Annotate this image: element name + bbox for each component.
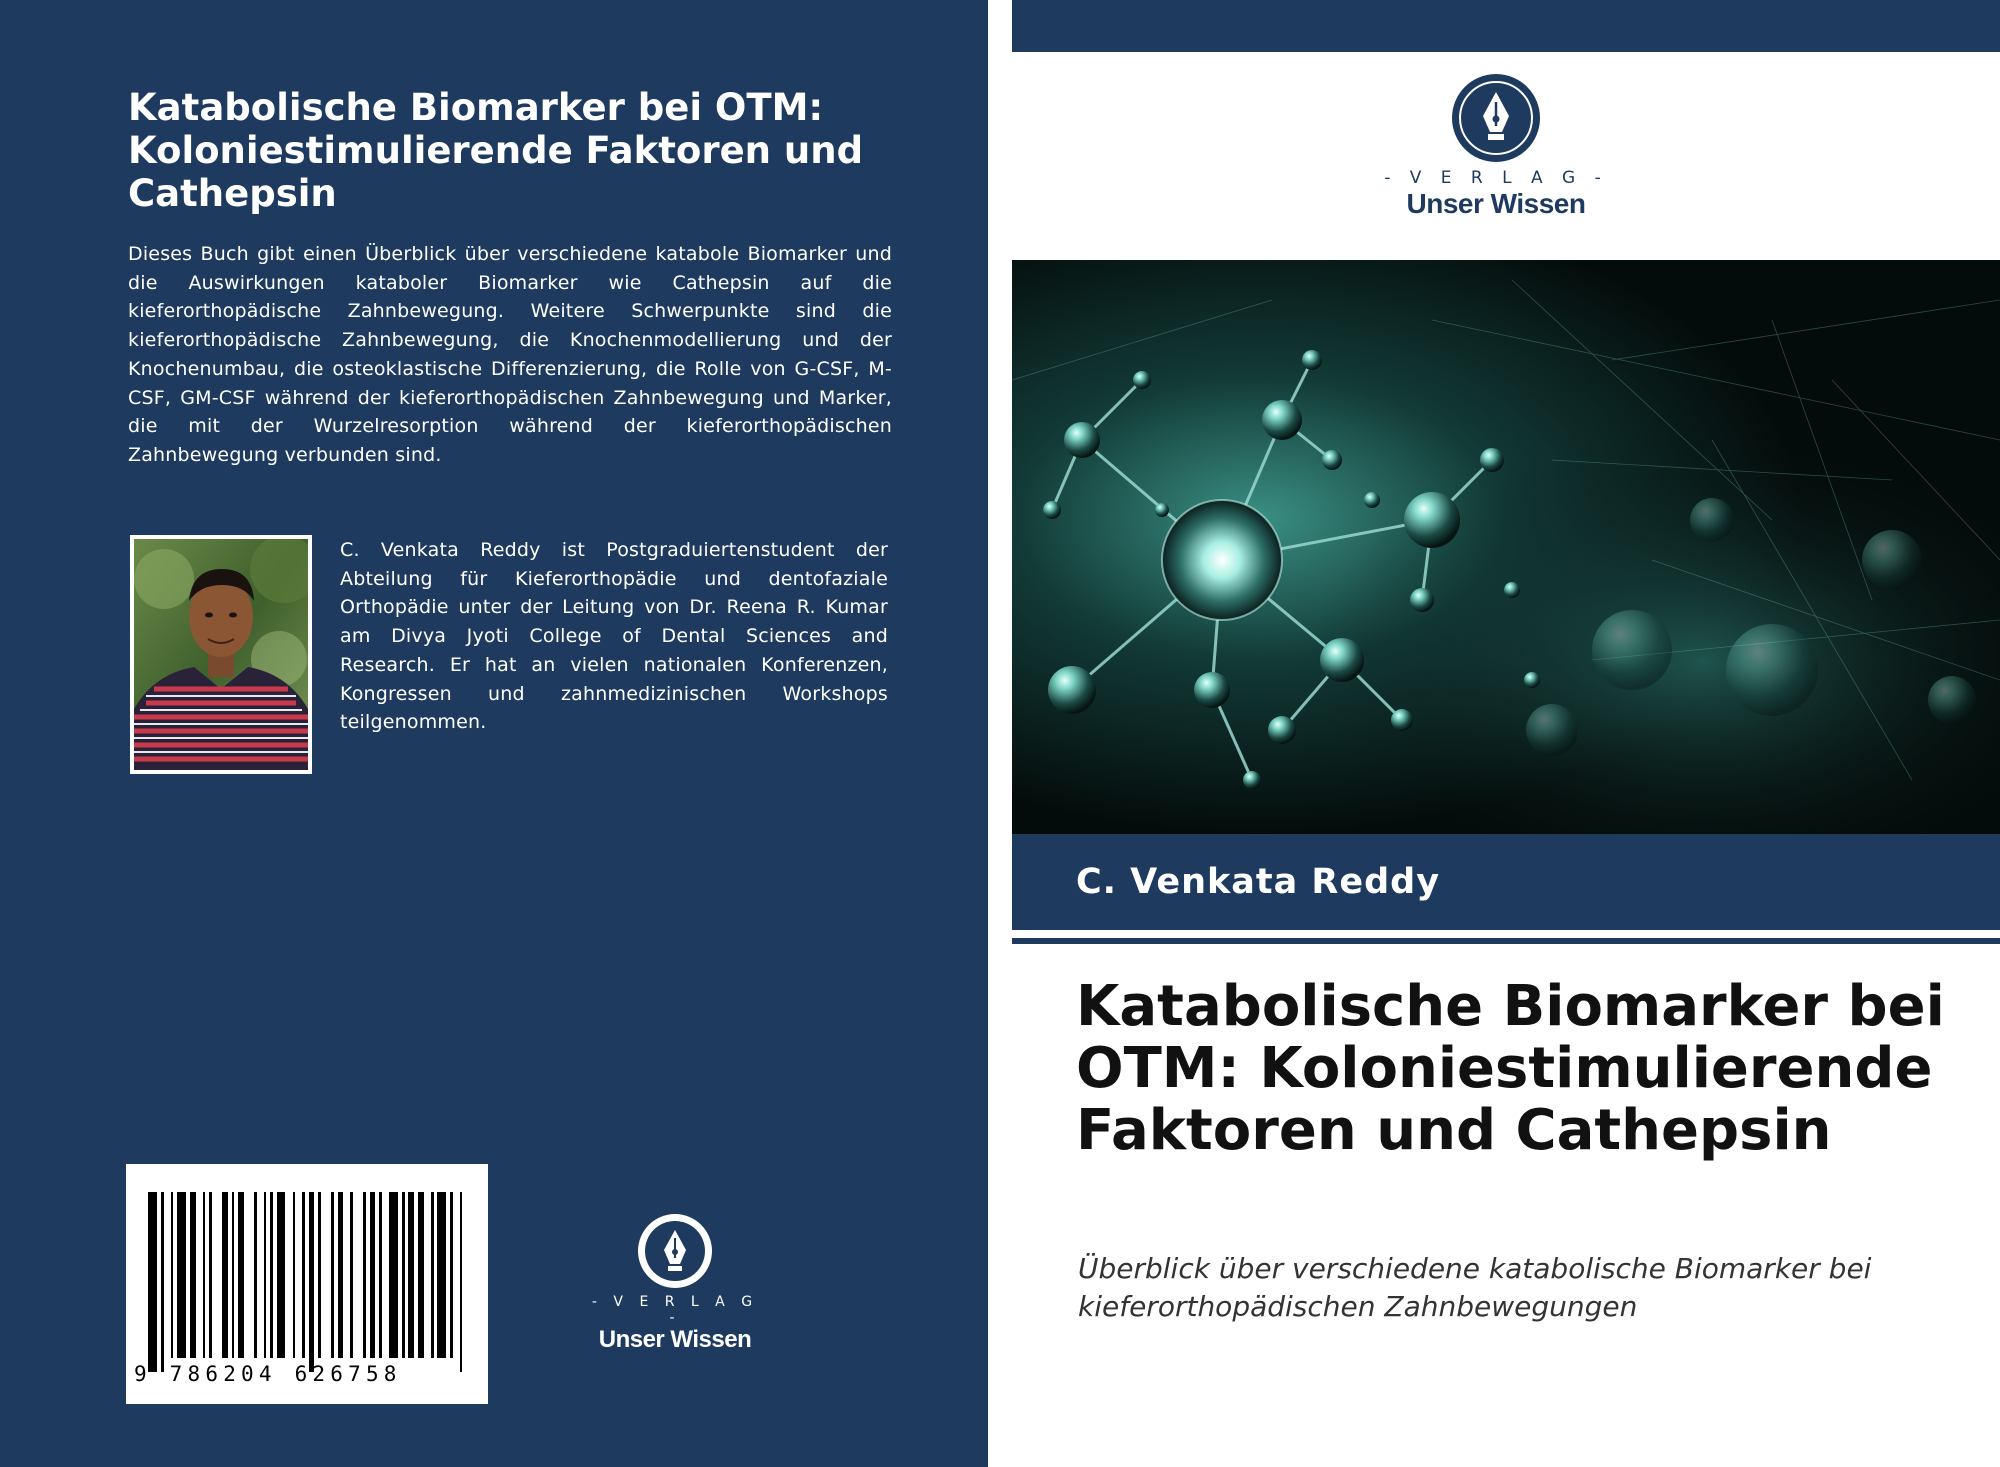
barcode-bar [331, 1192, 334, 1358]
back-logo-name: Unser Wissen [598, 1326, 752, 1353]
back-publisher-logo [582, 1212, 768, 1354]
back-cover [0, 0, 988, 1467]
barcode-bar [309, 1192, 315, 1372]
back-logo-verlag: - V E R L A G - [591, 1294, 759, 1326]
barcode-bar [171, 1192, 174, 1358]
barcode-bar [450, 1192, 453, 1358]
barcode-bar [350, 1192, 353, 1358]
front-cover-subtitle: Überblick über verschiedene katabolische Biomarker bei kieferorthopädischen Zahnbewegungen [1078, 1252, 1872, 1323]
back-cover-title: Katabolische Biomarker bei OTM: Koloniestimulierende Faktoren und Cathepsin [128, 86, 864, 215]
barcode-bar [389, 1192, 398, 1358]
barcode-bar [293, 1192, 296, 1358]
front-logo-name: Unser Wissen [1406, 188, 1586, 219]
barcode-bar [203, 1192, 206, 1358]
barcode-bar [402, 1192, 405, 1358]
front-publisher-logo [1380, 72, 1612, 220]
barcode-bar [338, 1192, 344, 1358]
molecule-network-image [1012, 260, 2000, 834]
front-top-bar [1012, 0, 2000, 52]
barcode-bar [408, 1192, 414, 1358]
barcode-bar [418, 1192, 424, 1358]
barcode-bar [222, 1192, 228, 1358]
barcode-bar [209, 1192, 212, 1358]
author-portrait-image [130, 535, 312, 774]
barcode-bar [254, 1192, 257, 1358]
front-logo-verlag: - V E R L A G - [1384, 168, 1608, 188]
spine [988, 0, 1012, 1467]
fountain-pen-nib-icon [636, 1212, 714, 1290]
barcode-bar [370, 1192, 376, 1358]
front-author-name: C. Venkata Reddy [1012, 834, 2000, 930]
barcode-bar [238, 1192, 244, 1358]
front-divider [1012, 938, 2000, 944]
isbn-barcode [126, 1164, 488, 1404]
barcode-bar [318, 1192, 321, 1358]
barcode-bar [177, 1192, 186, 1358]
fountain-pen-nib-icon [1450, 72, 1542, 164]
barcode-bar [264, 1192, 267, 1358]
barcode-bar [232, 1192, 235, 1358]
barcode-bar [270, 1192, 273, 1358]
front-cover-title: Katabolische Biomarker bei OTM: Koloniestimulierende Faktoren und Cathepsin [1076, 974, 1945, 1163]
back-cover-blurb: Dieses Buch gibt einen Überblick über verschiedene katabole Biomarker und die Auswirkungen kataboler Biomarker wie Cathepsin auf die kieferorthopädische Zahnbewegung. Weitere Schwerpunkte sind die kieferorthopädische Zahnbewegung, die Knochenmodellierung und der Knochenumbau, die osteoklastische Differenzierung, die Rolle von G-CSF, M-CSF, GM-CSF während der kieferorthopädischen Zahnbewegung und Marker, die mit der Wurzelresorption während der kieferorthopädischen Zahnbewegung verbunden sind. [128, 243, 892, 466]
barcode-bar [277, 1192, 286, 1358]
barcode-bar [437, 1192, 446, 1358]
barcode-bar [460, 1192, 463, 1372]
barcode-bars [148, 1192, 466, 1358]
barcode-bar [302, 1192, 305, 1358]
barcode-bar [148, 1192, 157, 1372]
barcode-bar [431, 1192, 434, 1358]
barcode-bar [379, 1192, 382, 1358]
barcode-bar [363, 1192, 366, 1358]
barcode-bar [161, 1192, 164, 1372]
barcode-bar [190, 1192, 196, 1358]
author-bio: C. Venkata Reddy ist Postgraduiertenstudent der Abteilung für Kieferorthopädie und dentofaziale Orthopädie unter der Leitung von Dr. Reena R. Kumar am Divya Jyoti College of Dental Sciences and Research. Er hat an vielen nationalen Konferenzen, Kongressen und zahnmedizinischen Workshops teilgenommen. [340, 539, 888, 734]
isbn-digits: 9 786204 626758 [134, 1362, 402, 1386]
